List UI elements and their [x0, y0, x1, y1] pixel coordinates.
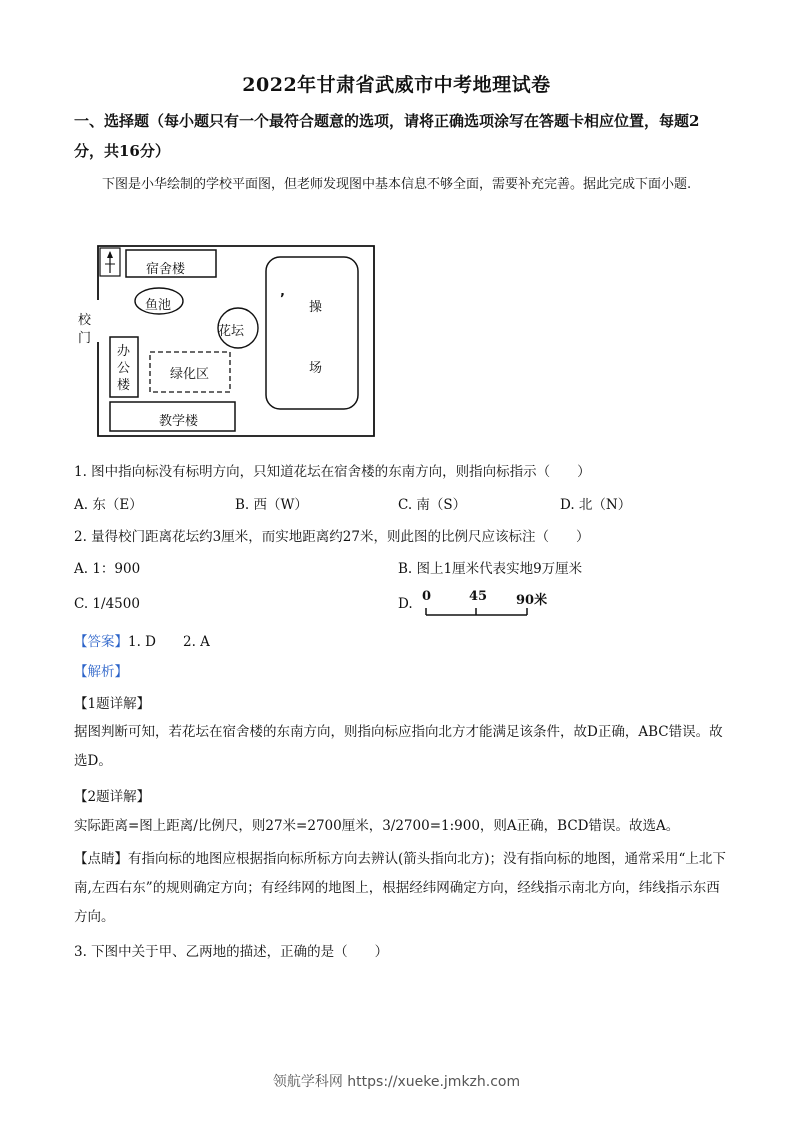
q2-option-a: A. 1：900 [74, 561, 141, 577]
map-mark: ’ [280, 292, 285, 307]
green-area-label: 绿化区 [170, 367, 210, 382]
scale-label-45: 45 [469, 589, 488, 604]
q2-stem: 2. 量得校门距离花坛约3厘米，而实地距离约27米，则此图的比例尺应该标注（ ） [74, 529, 590, 545]
gate-label-1: 校 [78, 313, 92, 328]
tip-text: 有指向标的地图应根据指向标所标方向去辨认(箭头指向北方)；没有指向标的地图，通常采用“上北下南,左西右东”的规则确定方向；有经纬网的地图上，根据经纬网确定方向，经线指示南北方向，纬线指示东西方向。 [74, 851, 726, 925]
q2-option-b: B. 图上1厘米代表实地9万厘米 [398, 561, 583, 577]
scale-bar [424, 604, 534, 618]
tip-paragraph [74, 845, 730, 932]
flower-bed-label: 花坛 [218, 324, 245, 339]
detail-1-label: 【1题详解】 [74, 696, 151, 712]
detail-1-text: 据图判断可知，若花坛在宿舍楼的东南方向，则指向标应指向北方才能满足该条件，故D正确，ABC错误。故选D。 [74, 724, 723, 769]
q2-option-d: D. [398, 596, 413, 612]
playground [266, 257, 358, 409]
office-label-3: 楼 [117, 378, 131, 393]
scale-label-90: 90米 [516, 593, 548, 608]
q1-option-a: A. 东（E） [74, 497, 143, 513]
q1-stem: 1. 图中指向标没有标明方向，只知道花坛在宿舍楼的东南方向，则指向标指示（ ） [74, 464, 591, 480]
playground-label-1: 操 [309, 300, 323, 315]
scale-label-0: 0 [422, 589, 432, 604]
analysis-label: 【解析】 [74, 664, 128, 680]
section-header: 一、选择题（每小题只有一个最符合题意的选项，请将正确选项涂写在答题卡相应位置，每题2分，共16分） [74, 112, 700, 160]
detail-2-label: 【2题详解】 [74, 789, 151, 805]
tip-label: 【点睛】 [74, 851, 128, 867]
teaching-label: 教学楼 [159, 414, 199, 429]
q3-stem: 3. 下图中关于甲、乙两地的描述，正确的是（ ） [74, 944, 389, 960]
answer-line [74, 632, 210, 652]
fish-pond-label: 鱼池 [145, 298, 172, 313]
dormitory-label: 宿舍楼 [146, 262, 186, 277]
playground-label-2: 场 [309, 361, 323, 376]
q2-option-c: C. 1/4500 [74, 596, 140, 612]
intro-text: 下图是小华绘制的学校平面图，但老师发现图中基本信息不够全面，需要补充完善。据此完成下面小题. [102, 177, 692, 192]
office-label-2: 公 [117, 361, 131, 376]
answer-text: 1. D 2. A [128, 634, 210, 650]
detail-2-text: 实际距离=图上距离/比例尺，则27米=2700厘米，3/2700=1:900，则A正确，BCD错误。故选A。 [74, 818, 680, 834]
footer-watermark: 领航学科网 https://xueke.jmkzh.com [272, 1074, 521, 1090]
q1-option-d: D. 北（N） [560, 497, 632, 513]
answer-label: 【答案】 [74, 634, 128, 650]
office-label-1: 办 [117, 344, 131, 359]
q1-option-c: C. 南（S） [398, 497, 467, 513]
gate-label-2: 门 [78, 331, 92, 346]
page-title: 2022年甘肃省武威市中考地理试卷 [242, 74, 551, 96]
q1-option-b: B. 西（W） [235, 497, 308, 513]
